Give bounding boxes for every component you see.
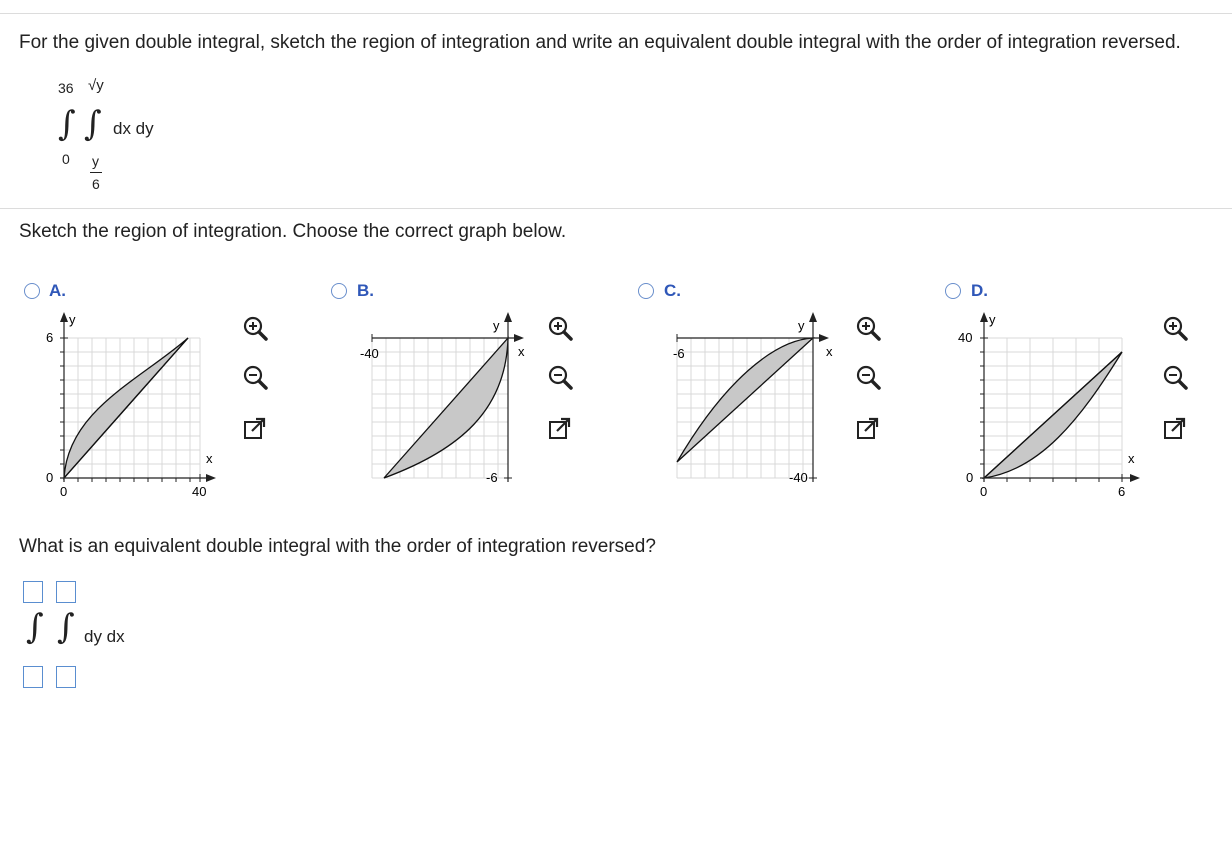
- zoom-out-icon[interactable]: [545, 362, 575, 392]
- inner-integral-sign: ∫: [57, 607, 75, 647]
- x-axis-label: x: [206, 451, 213, 466]
- region: [677, 338, 813, 462]
- open-new-window-icon[interactable]: [240, 414, 270, 444]
- open-new-window-icon[interactable]: [545, 414, 575, 444]
- graph-c: [645, 310, 833, 500]
- option-d-label: D.: [971, 281, 988, 300]
- y-axis-label: y: [989, 312, 996, 327]
- y-max-tick: 6: [46, 330, 54, 345]
- option-a-label: A.: [49, 281, 66, 300]
- outer-lower-limit: 0: [62, 151, 70, 167]
- x-axis-label: x: [1128, 451, 1135, 466]
- fraction-bar: [90, 172, 102, 173]
- grid: [984, 338, 1122, 478]
- x-origin-tick: 0: [980, 484, 988, 499]
- zoom-in-icon[interactable]: [240, 313, 270, 343]
- x-axis-label: x: [826, 344, 833, 359]
- option-c-radio[interactable]: [638, 283, 654, 299]
- y-origin-tick: 0: [966, 470, 974, 485]
- inner-integral-sign: ∫: [84, 104, 102, 144]
- inner-lower-limit-input[interactable]: [56, 666, 76, 688]
- option-c-label: C.: [664, 281, 681, 300]
- y-min-tick: -6: [486, 470, 498, 485]
- part2-prompt: What is an equivalent double integral with the order of integration reversed?: [19, 536, 656, 557]
- graph-d: [950, 310, 1140, 500]
- zoom-out-icon[interactable]: [853, 362, 883, 392]
- grid: [677, 338, 813, 478]
- integrand-differentials: dx dy: [113, 119, 154, 138]
- open-new-window-icon[interactable]: [853, 414, 883, 444]
- option-d-radio[interactable]: [945, 283, 961, 299]
- x-origin-tick: 0: [60, 484, 68, 499]
- outer-integral-sign: ∫: [26, 607, 44, 647]
- section-divider: [0, 208, 1232, 209]
- outer-integral-sign: ∫: [58, 104, 76, 144]
- question-prompt: For the given double integral, sketch the region of integration and write an equivalent double integral with the order of integration reversed.: [19, 32, 1181, 53]
- option-b-label: B.: [357, 281, 374, 300]
- inner-upper-limit-input[interactable]: [56, 581, 76, 603]
- y-axis-label: y: [69, 312, 76, 327]
- grid: [64, 338, 200, 478]
- outer-upper-limit: 36: [58, 80, 74, 96]
- answer-differentials: dy dx: [84, 627, 125, 646]
- inner-lower-denominator: 6: [92, 176, 100, 192]
- zoom-in-icon[interactable]: [1160, 313, 1190, 343]
- y-axis-label: y: [493, 318, 500, 333]
- part1-prompt: Sketch the region of integration. Choose the correct graph below.: [19, 221, 567, 242]
- graph-b: [340, 310, 525, 500]
- option-a-radio[interactable]: [24, 283, 40, 299]
- zoom-out-icon[interactable]: [240, 362, 270, 392]
- y-origin-tick: 0: [46, 470, 54, 485]
- zoom-in-icon[interactable]: [853, 313, 883, 343]
- option-b-radio[interactable]: [331, 283, 347, 299]
- y-max-tick: 40: [958, 330, 973, 345]
- inner-upper-limit: √y: [88, 77, 104, 94]
- x-axis-label: x: [518, 344, 525, 359]
- y-axis-label: y: [798, 318, 805, 333]
- top-divider: [0, 13, 1232, 14]
- x-min-tick: -40: [360, 346, 379, 361]
- open-new-window-icon[interactable]: [1160, 414, 1190, 444]
- inner-lower-numerator: y: [92, 153, 99, 169]
- zoom-in-icon[interactable]: [545, 313, 575, 343]
- zoom-out-icon[interactable]: [1160, 362, 1190, 392]
- y-min-tick: -40: [789, 470, 808, 485]
- outer-lower-limit-input[interactable]: [23, 666, 43, 688]
- x-max-tick: 40: [192, 484, 207, 499]
- x-min-tick: -6: [673, 346, 685, 361]
- graph-a: [30, 310, 213, 500]
- outer-upper-limit-input[interactable]: [23, 581, 43, 603]
- x-max-tick: 6: [1118, 484, 1126, 499]
